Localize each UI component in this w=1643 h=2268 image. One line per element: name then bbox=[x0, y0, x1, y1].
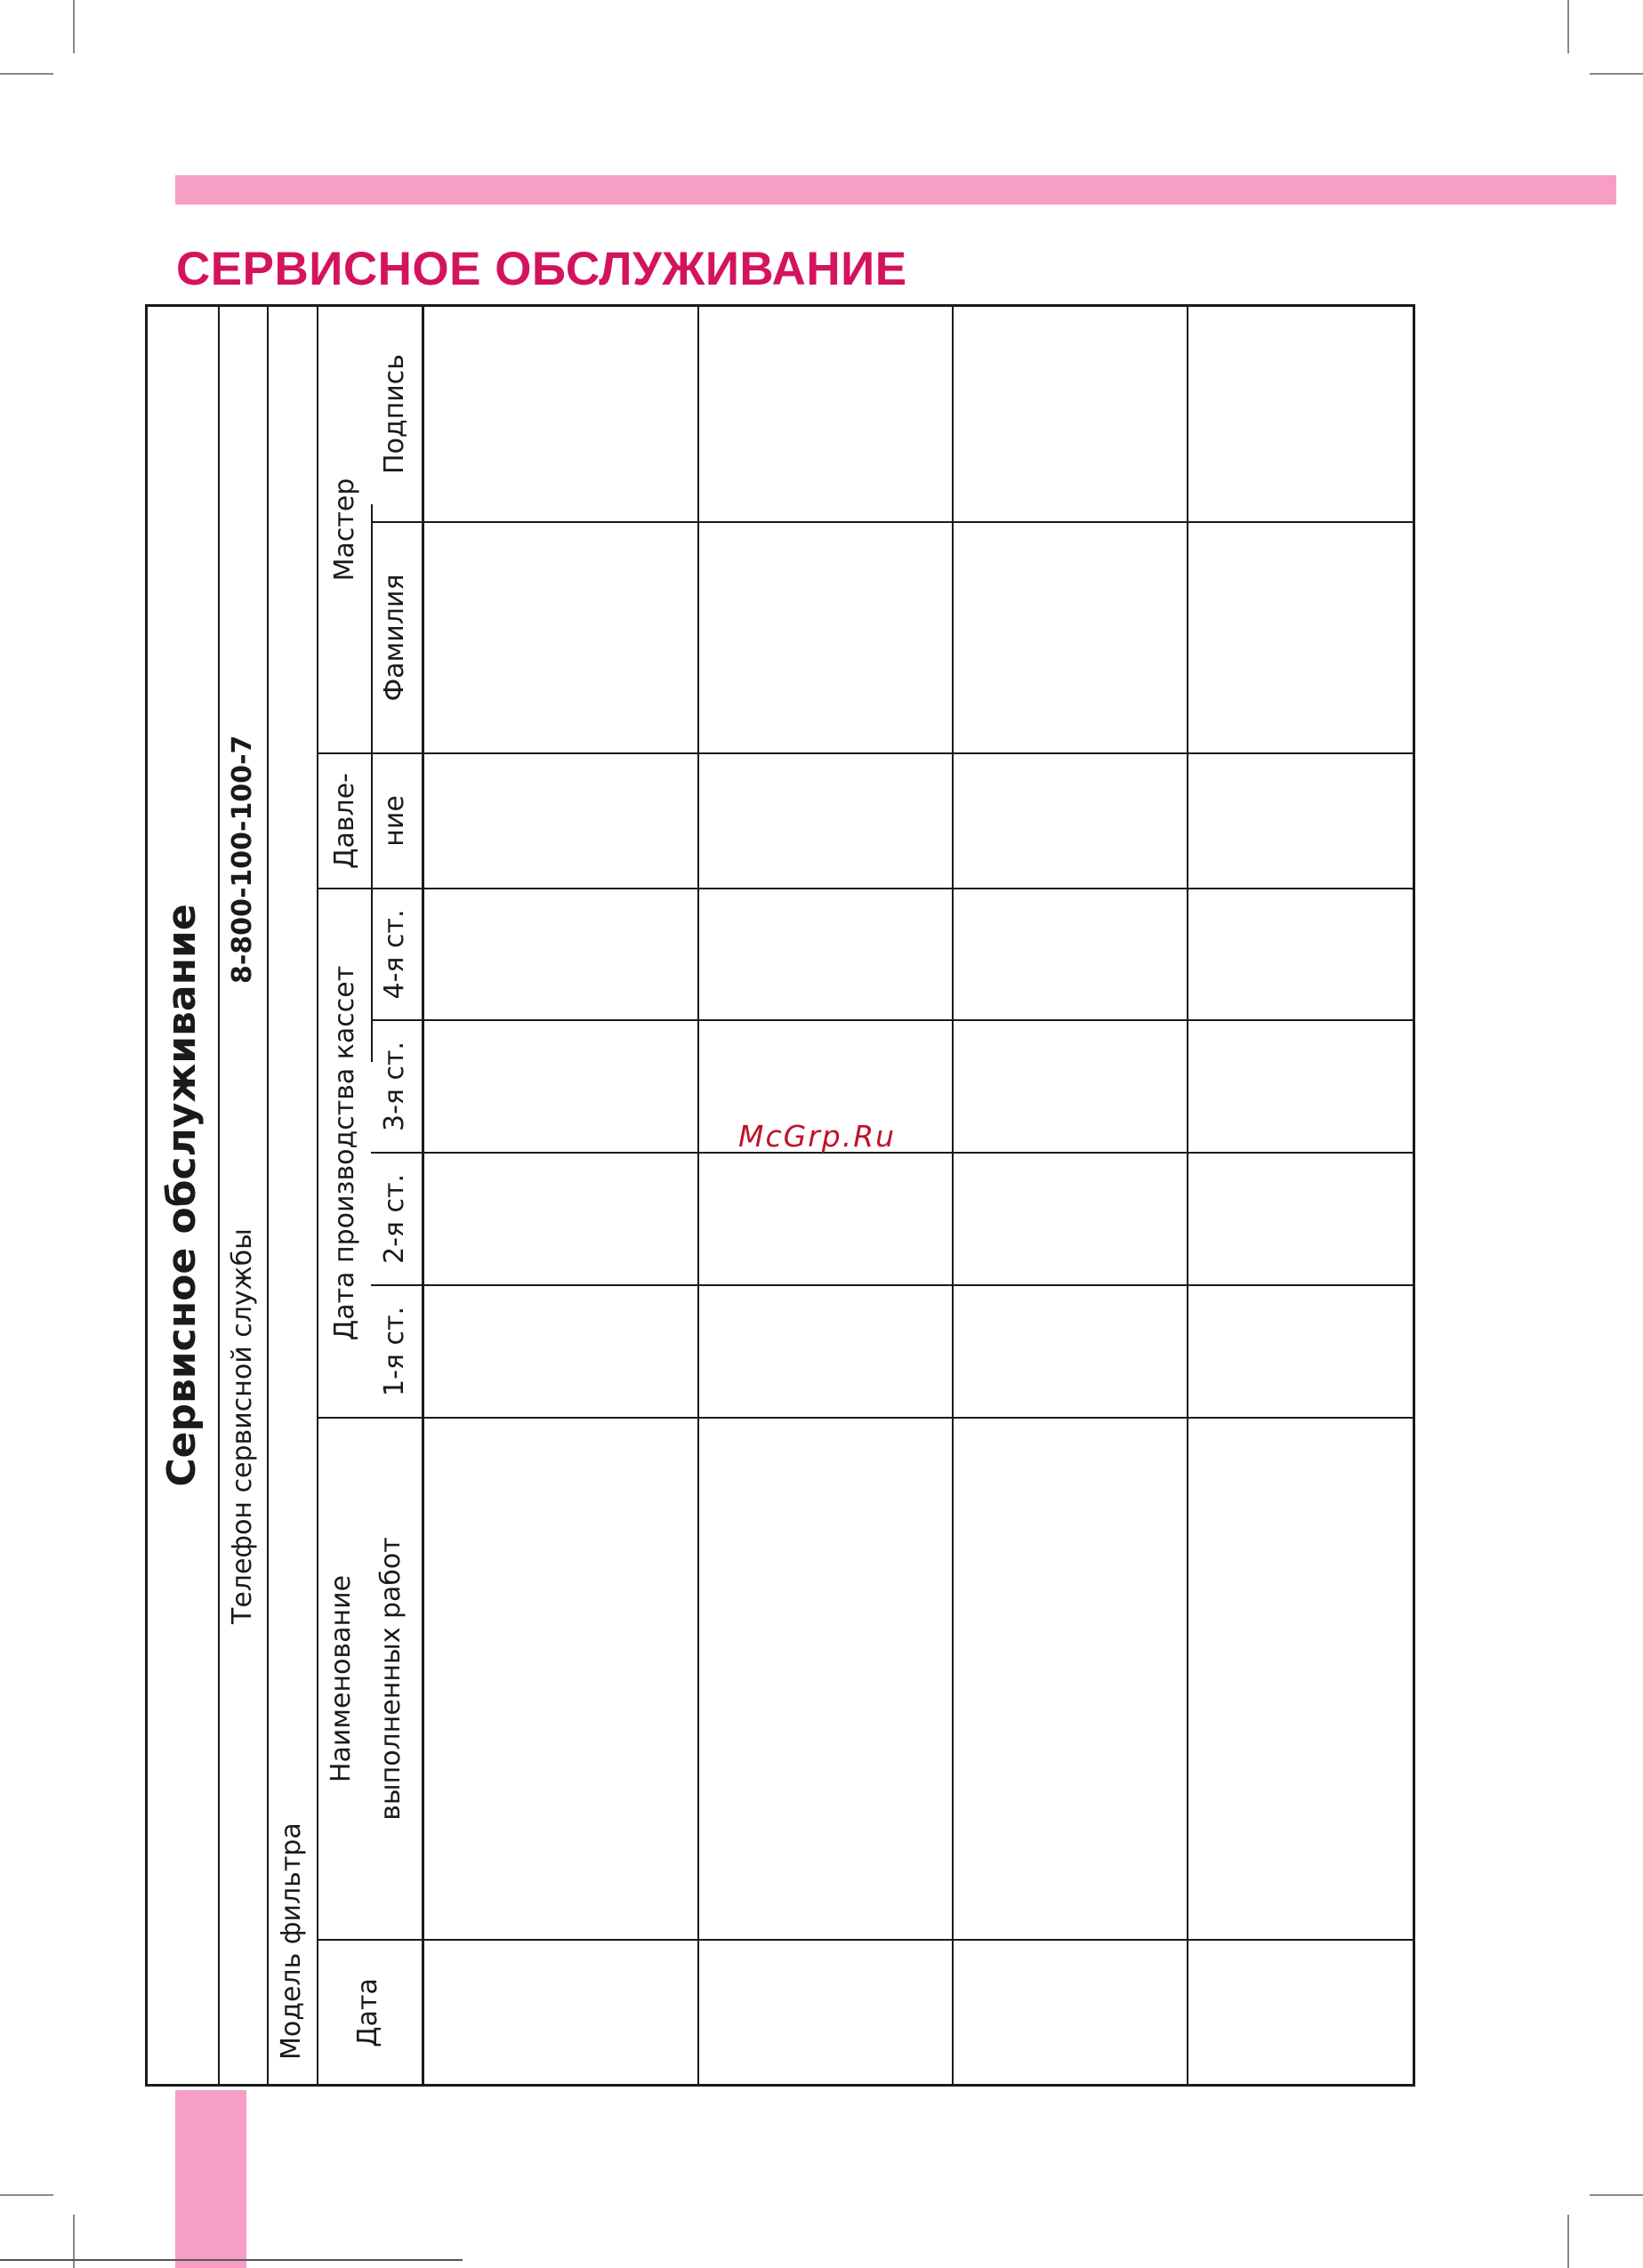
header-pink-bar bbox=[175, 175, 1616, 205]
crop-mark bbox=[1567, 0, 1569, 53]
form-title: Сервисное обслуживание bbox=[159, 904, 205, 1487]
model-separator bbox=[317, 304, 318, 2087]
crop-mark bbox=[1590, 2194, 1643, 2196]
col-header-date: Дата bbox=[352, 1978, 383, 2047]
col-header-stage2: 2-я ст. bbox=[379, 1174, 410, 1265]
crop-mark bbox=[73, 0, 75, 53]
col-header-stage3: 3-я ст. bbox=[379, 1042, 410, 1132]
phone-number: 8-800-100-100-7 bbox=[227, 735, 258, 984]
model-label: Модель фильтра bbox=[276, 1822, 307, 2060]
table-row[interactable] bbox=[699, 307, 952, 2084]
col-header-pressure-line2: ние bbox=[379, 795, 410, 847]
crop-mark bbox=[1590, 73, 1643, 75]
watermark: McGrp.Ru bbox=[738, 1119, 897, 1154]
table-row[interactable] bbox=[954, 307, 1187, 2084]
phone-separator bbox=[267, 304, 269, 2087]
footer-pink-block bbox=[175, 2090, 246, 2268]
form-border bbox=[145, 304, 148, 2087]
table-row[interactable] bbox=[1188, 307, 1413, 2084]
table-row[interactable] bbox=[424, 307, 697, 2084]
crop-mark bbox=[0, 73, 53, 75]
col-header-pressure-line1: Давле- bbox=[329, 773, 360, 869]
crop-mark bbox=[1567, 2215, 1569, 2268]
col-header-stage4: 4-я ст. bbox=[379, 909, 410, 1000]
col-header-signature: Подпись bbox=[379, 354, 410, 474]
bottom-rule bbox=[0, 2259, 463, 2261]
phone-label: Телефон сервисной службы bbox=[227, 1228, 258, 1624]
col-header-works-line2: выполненных работ bbox=[375, 1537, 407, 1821]
col-header-surname: Фамилия bbox=[379, 574, 410, 702]
form-border bbox=[145, 2084, 1415, 2087]
col-header-master-group: Мастер bbox=[329, 478, 360, 582]
crop-mark bbox=[0, 2194, 53, 2196]
group-header-separator bbox=[371, 504, 373, 1062]
col-header-stage1: 1-я ст. bbox=[379, 1307, 410, 1397]
page-heading: СЕРВИСНОЕ ОБСЛУЖИВАНИЕ bbox=[176, 243, 907, 295]
form-border bbox=[1413, 304, 1415, 2087]
col-header-cassette-group: Дата производства кассет bbox=[329, 965, 360, 1341]
title-separator bbox=[218, 304, 220, 2087]
service-form bbox=[145, 304, 1415, 2087]
col-header-works-line1: Наименование bbox=[326, 1574, 357, 1783]
